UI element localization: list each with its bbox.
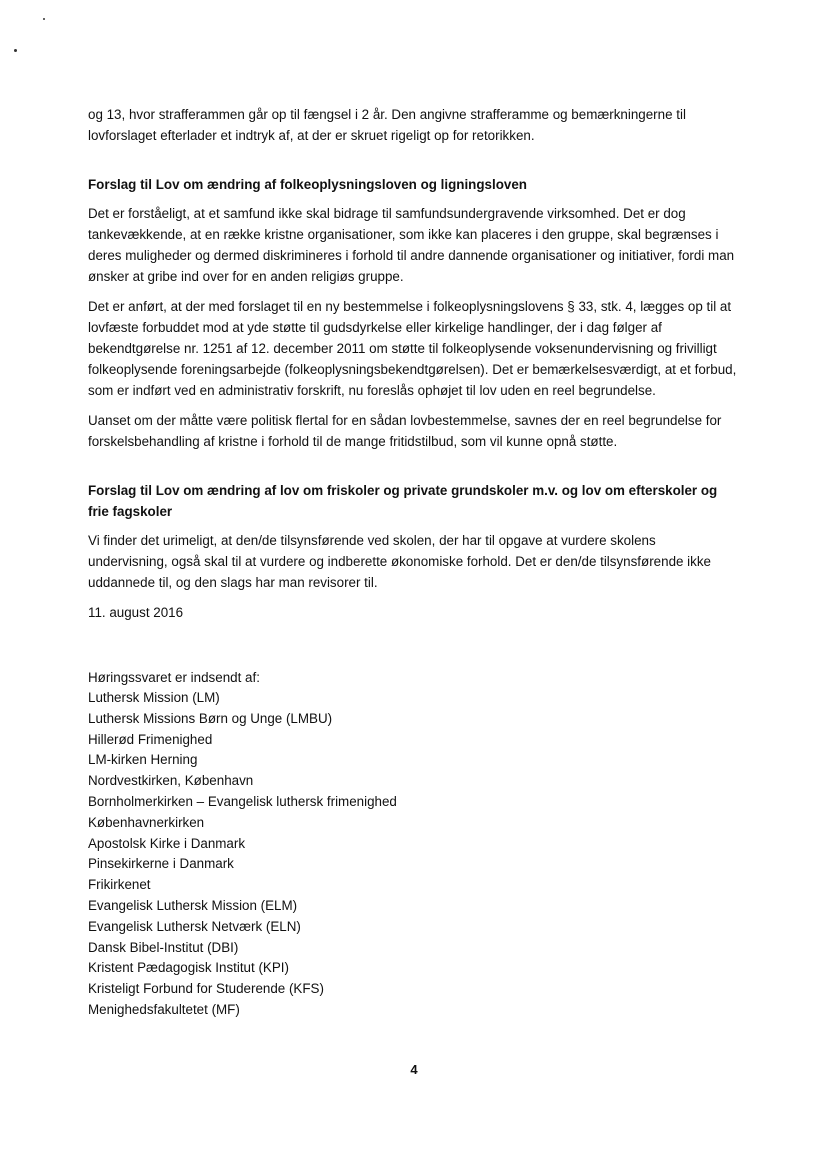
section-heading: Forslag til Lov om ændring af folkeoplysningsloven og ligningsloven: [88, 177, 527, 192]
signer-item: Pinsekirkerne i Danmark: [88, 856, 234, 872]
body-paragraph: Vi finder det urimeligt, at den/de tilsynsførende ved skolen, der har til opgave at vurdere skolens undervisning, også skal til at vurdere og indberette økonomiske forhold. Det er den/de tilsynsførende ikke uddannede til, og den slags har man revisorer til.: [88, 533, 711, 590]
page-number: 4: [410, 1062, 418, 1077]
document-date: 11. august 2016: [88, 605, 184, 620]
signer-item: Dansk Bibel-Institut (DBI): [88, 939, 239, 955]
section-folkeoplysningsloven: [88, 174, 738, 452]
signer-item: Evangelisk Luthersk Mission (ELM): [88, 897, 298, 913]
signer-item: Kristent Pædagogisk Institut (KPI): [88, 960, 289, 976]
body-paragraph: Uanset om der måtte være politisk flertal for en sådan lovbestemmelse, savnes der en reel begrundelse for forskelsbehandling af kristne i forhold til de mange fritidstilbud, som vil kunne opnå støtte.: [88, 413, 722, 449]
intro-paragraph: og 13, hvor strafferammen går op til fængsel i 2 år. Den angivne strafferamme og bemærkningerne til lovforslaget efterlader et indtryk af, at der er skruet rigeligt op for retorikken.: [88, 107, 686, 143]
signer-item: Københavnerkirken: [88, 814, 205, 830]
signer-item: Luthersk Mission (LM): [88, 690, 220, 705]
signer-item: LM-kirken Herning: [88, 752, 198, 768]
signer-item: Kristeligt Forbund for Studerende (KFS): [88, 981, 324, 997]
signers-intro: Høringssvaret er indsendt af:: [88, 670, 260, 685]
scan-speck: [43, 18, 45, 20]
signer-item: Evangelisk Luthersk Netværk (ELN): [88, 918, 301, 934]
signer-item: Luthersk Missions Børn og Unge (LMBU): [88, 710, 333, 726]
signer-item: Nordvestkirken, København: [88, 773, 254, 789]
section-heading: Forslag til Lov om ændring af lov om friskoler og private grundskoler m.v. og lov om efterskoler og frie fagskoler: [88, 483, 718, 519]
page-body: [88, 104, 738, 1021]
signer-item: Bornholmerkirken – Evangelisk luthersk frimenighed: [88, 793, 397, 809]
signers-list: [88, 688, 738, 1021]
signer-item: Frikirkenet: [88, 877, 151, 893]
section-friskoler: [88, 480, 738, 593]
body-paragraph: Det er anført, at der med forslaget til en ny bestemmelse i folkeoplysningslovens § 33, stk. 4, lægges op til at lovfæste forbuddet mod at yde støtte til gudsdyrkelse eller kirkelige handlinger, der i dag følger af bekendtgørelse nr. 1251 af 12. december 2011 om støtte til folkeoplysende voksenundervisning og frivilligt folkeoplysende foreningsarbejde (folkeoplysningsbekendtgørelsen). Det er bemærkelsesværdigt, at et forbud, som er indført ved en administrativ forskrift, nu foreslås ophøjet til lov uden en reel begrundelse.: [88, 299, 737, 398]
signer-item: Menighedsfakultetet (MF): [88, 1001, 240, 1017]
scan-speck: [14, 49, 17, 52]
signer-item: Hillerød Frimenighed: [88, 731, 213, 747]
body-paragraph: Det er forståeligt, at et samfund ikke skal bidrage til samfundsundergravende virksomhed. Det er dog tankevækkende, at en række kristne organisationer, som ikke kan placeres i den gruppe, skal begrænses i deres muligheder og dermed diskrimineres i forhold til andre dannende organisationer og initiativer, fordi man ønsker at gribe ind over for en anden religiøs gruppe.: [88, 206, 735, 284]
signer-item: Apostolsk Kirke i Danmark: [88, 835, 246, 851]
